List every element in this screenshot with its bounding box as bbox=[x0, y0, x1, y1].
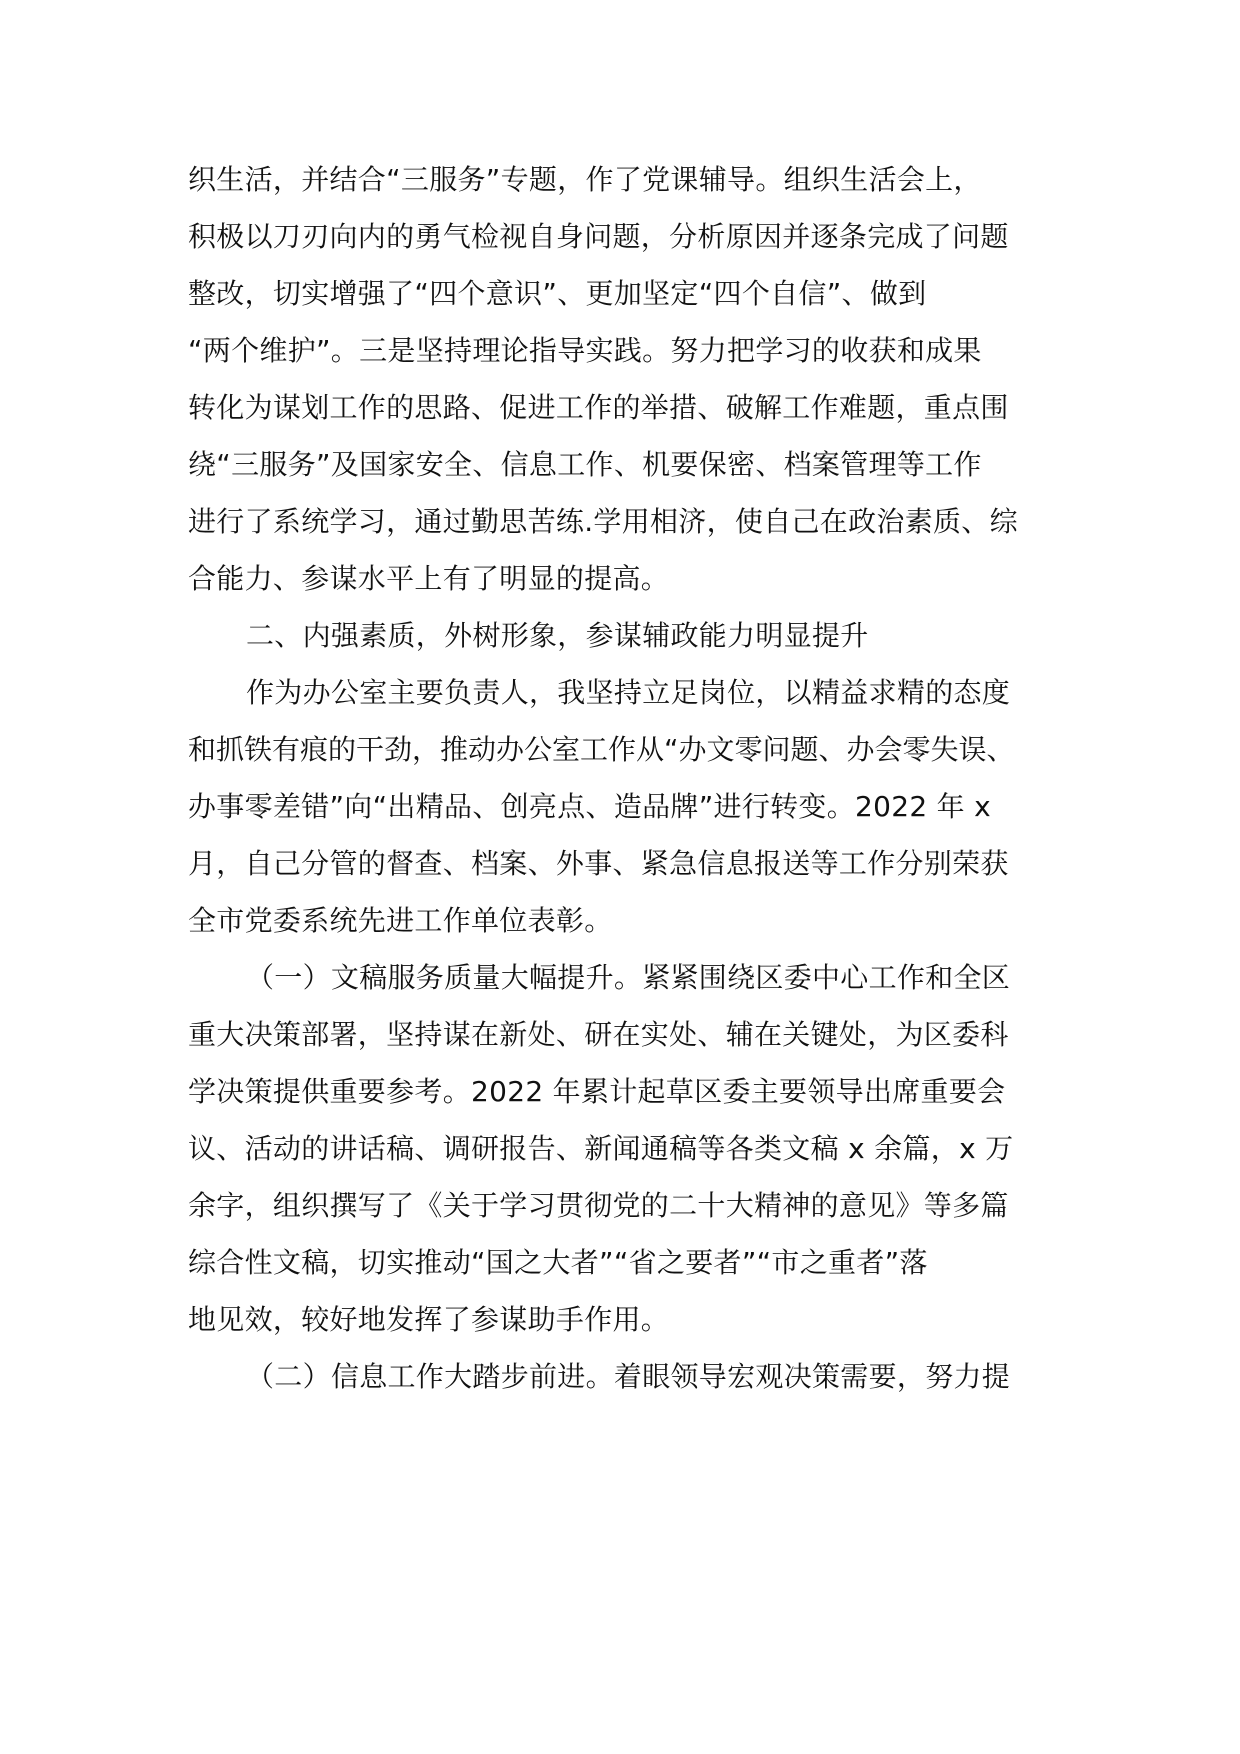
text-line: 重大决策部署，坚持谋在新处、研在实处、辅在关键处，为区委科 bbox=[188, 1018, 1009, 1051]
subsection-heading: （一）文稿服务质量大幅提升。紧紧围绕区委中心工作和全区 bbox=[246, 961, 1011, 994]
text-line: 全市党委系统先进工作单位表彰。 bbox=[188, 904, 613, 937]
text-line: 绕“三服务”及国家安全、信息工作、机要保密、档案管理等工作 bbox=[188, 448, 982, 481]
text-line: 转化为谋划工作的思路、促进工作的举措、破解工作难题，重点围 bbox=[188, 391, 1009, 424]
text-line: 整改，切实增强了“四个意识”、更加坚定“四个自信”、做到 bbox=[188, 277, 927, 310]
section-heading: 二、内强素质，外树形象，参谋辅政能力明显提升 bbox=[246, 619, 869, 652]
text-line: 进行了系统学习，通过勤思苦练.学用相济，使自己在政治素质、综 bbox=[188, 505, 1018, 538]
text-line: 议、活动的讲话稿、调研报告、新闻通稿等各类文稿 x 余篇，x 万 bbox=[188, 1132, 1014, 1165]
text-line: 月，自己分管的督查、档案、外事、紧急信息报送等工作分别荣获 bbox=[188, 847, 1009, 880]
text-line: 学决策提供重要参考。2022 年累计起草区委主要领导出席重要会 bbox=[188, 1075, 1006, 1108]
text-line: 织生活，并结合“三服务”专题，作了党课辅导。组织生活会上， bbox=[188, 163, 982, 196]
text-line: 和抓铁有痕的干劲，推动办公室工作从“办文零问题、办会零失误、 bbox=[188, 733, 1015, 766]
text-line: 积极以刀刃向内的勇气检视自身问题，分析原因并逐条完成了问题 bbox=[188, 220, 1009, 253]
text-line: 余字，组织撰写了《关于学习贯彻党的二十大精神的意见》等多篇 bbox=[188, 1189, 1009, 1222]
text-line: “两个维护”。三是坚持理论指导实践。努力把学习的收获和成果 bbox=[188, 334, 982, 367]
text-line: 作为办公室主要负责人，我坚持立足岗位，以精益求精的态度 bbox=[246, 676, 1011, 709]
text-line: 合能力、参谋水平上有了明显的提高。 bbox=[188, 562, 670, 595]
text-line: 办事零差错”向“出精品、创亮点、造品牌”进行转变。2022 年 x bbox=[188, 790, 992, 823]
text-line: 综合性文稿，切实推动“国之大者”“省之要者”“市之重者”落 bbox=[188, 1246, 928, 1279]
subsection-heading: （二）信息工作大踏步前进。着眼领导宏观决策需要，努力提 bbox=[246, 1360, 1011, 1393]
text-line: 地见效，较好地发挥了参谋助手作用。 bbox=[188, 1303, 670, 1336]
